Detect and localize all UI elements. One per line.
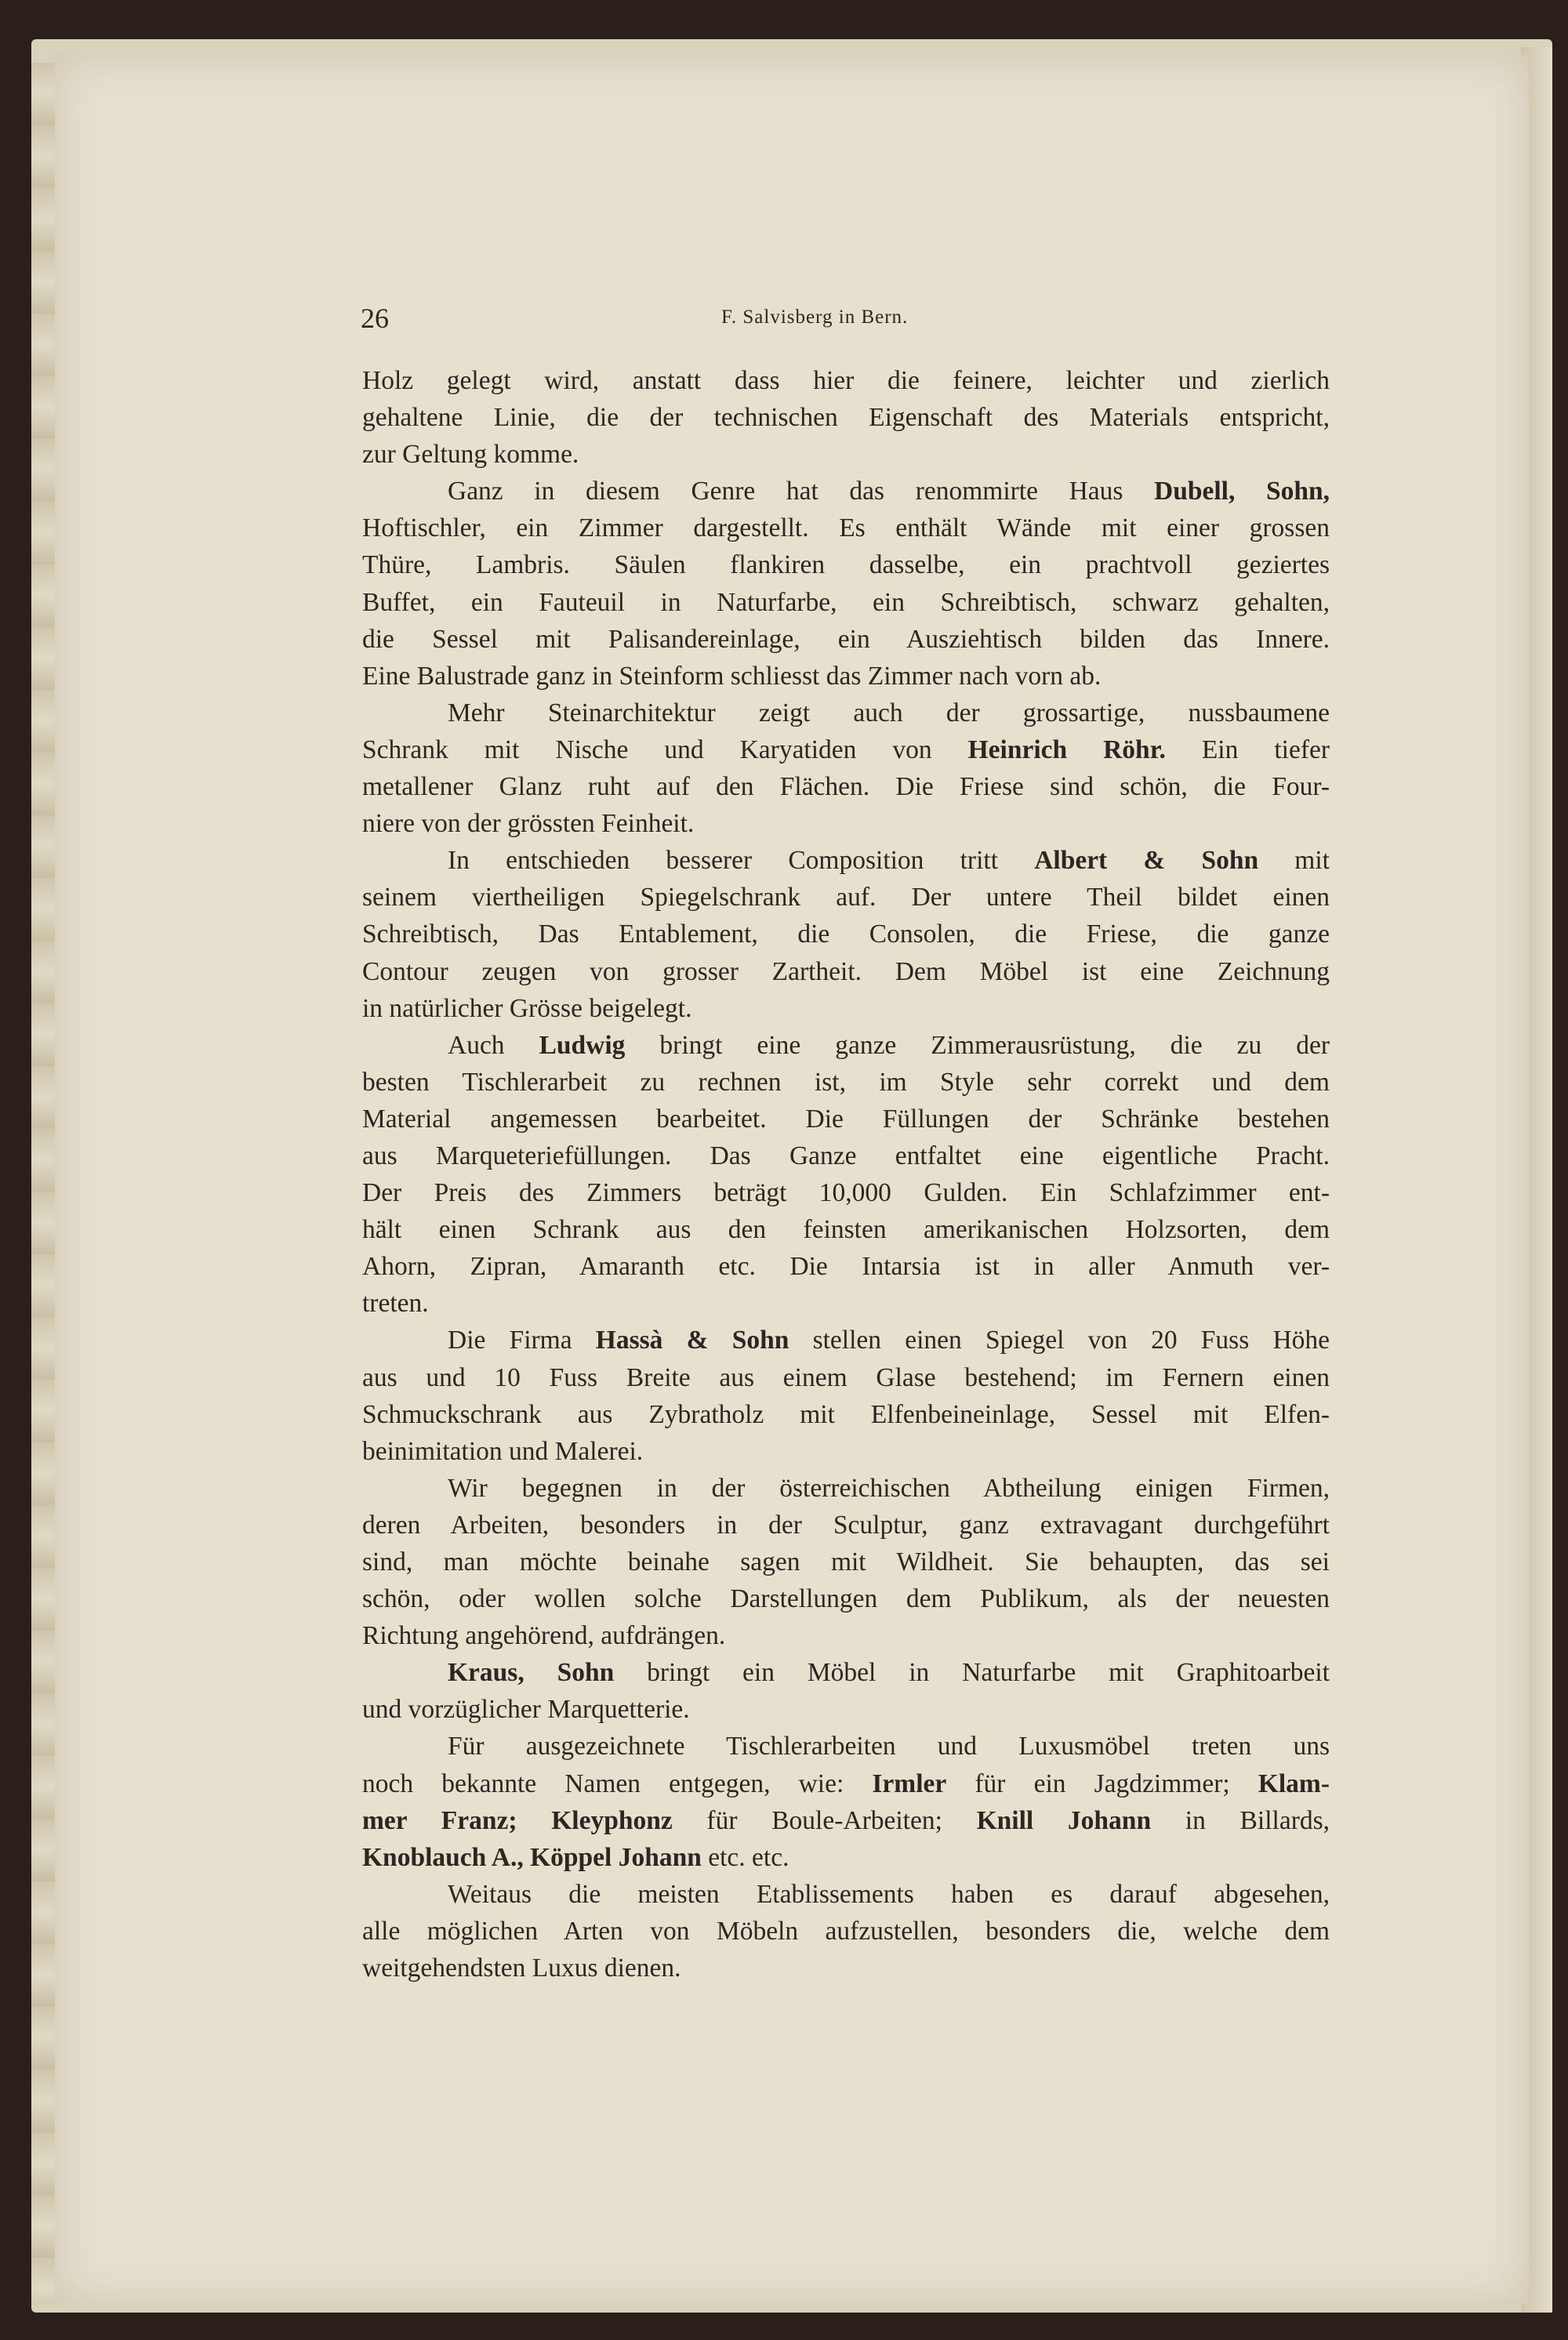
bold-name: Kraus, Sohn — [448, 1658, 615, 1688]
text-run: weitgehendsten Luxus dienen. — [362, 1954, 681, 1983]
text-line — [362, 879, 1330, 916]
text-run: Die Firma — [448, 1326, 596, 1355]
text-run: deren Arbeiten, besonders in der Sculptur, ganz extravagant durchgeführt — [362, 1510, 1330, 1540]
text-run: noch bekannte Namen entgegen, wie: — [362, 1769, 873, 1798]
bold-name: Irmler — [872, 1769, 947, 1798]
text-run: Eine Balustrade ganz in Steinform schliesst das Zimmer nach vorn ab. — [362, 661, 1102, 691]
text-line — [362, 1728, 1330, 1765]
text-line — [362, 1470, 1330, 1507]
text-line — [362, 1322, 1330, 1359]
text-run: sind, man möchte beinahe sagen mit Wildheit. Sie behaupten, das sei — [362, 1547, 1330, 1576]
text-line — [362, 1507, 1330, 1544]
page-number: 26 — [361, 303, 389, 334]
bold-name: Ludwig — [539, 1030, 626, 1060]
bold-name: mer Franz; — [362, 1805, 517, 1835]
page-header — [361, 302, 1333, 333]
text-run: Richtung angehörend, aufdrängen. — [362, 1621, 726, 1651]
text-line — [362, 1248, 1330, 1285]
text-run: Ganz in diesem Genre hat das renommirte Haus — [448, 477, 1155, 506]
text-run — [517, 1806, 552, 1835]
text-run: bringt ein Möbel in Naturfarbe mit Graphitoarbeit — [614, 1658, 1330, 1688]
bold-name: Hassà & Sohn — [595, 1326, 789, 1355]
bold-name: Knill Johann — [976, 1805, 1152, 1835]
text-line — [362, 621, 1330, 658]
text-line — [362, 658, 1330, 695]
text-line — [362, 695, 1330, 731]
bold-name: Knoblauch A., Köppel Johann — [362, 1842, 702, 1872]
text-line — [362, 1654, 1330, 1691]
text-line — [362, 768, 1330, 805]
bold-name: Klam- — [1258, 1769, 1330, 1798]
text-run: beinimitation und Malerei. — [362, 1436, 644, 1466]
text-line — [362, 1174, 1330, 1211]
bold-name: Dubell, Sohn, — [1154, 477, 1330, 506]
bold-name: Albert & Sohn — [1034, 846, 1259, 876]
text-run: Weitaus die meisten Etablissements haben es darauf abgesehen, — [448, 1879, 1330, 1909]
text-run: Schmuckschrank aus Zybratholz mit Elfenbeineinlage, Sessel mit Elfen- — [362, 1399, 1330, 1429]
text-line — [362, 731, 1330, 768]
text-run: aus und 10 Fuss Breite aus einem Glase bestehend; im Fernern einen — [362, 1362, 1330, 1392]
text-line — [362, 1691, 1330, 1728]
text-run: die Sessel mit Palisandereinlage, ein Ausziehtisch bilden das Innere. — [362, 624, 1330, 654]
text-line — [362, 953, 1330, 990]
text-line — [362, 1285, 1330, 1322]
text-run: Schrank mit Nische und Karyatiden von — [362, 735, 968, 764]
text-run: und vorzüglicher Marquetterie. — [362, 1695, 690, 1725]
text-run: Thüre, Lambris. Säulen flankiren dasselbe, ein prachtvoll geziertes — [362, 550, 1330, 580]
text-run: für Boule-Arbeiten; — [672, 1805, 977, 1835]
text-run: Für ausgezeichnete Tischlerarbeiten und Luxusmöbel treten uns — [448, 1732, 1330, 1761]
text-run: Contour zeugen von grosser Zartheit. Dem Möbel ist eine Zeichnung — [362, 956, 1330, 986]
text-line — [362, 1027, 1330, 1064]
running-head: F. Salvisberg in Bern. — [721, 307, 909, 328]
text-line — [362, 1580, 1330, 1617]
text-run: Hoftischler, ein Zimmer dargestellt. Es enthält Wände mit einer grossen — [362, 513, 1330, 543]
text-run: bringt eine ganze Zimmerausrüstung, die zu der — [625, 1030, 1330, 1060]
text-run: in Billards, — [1151, 1805, 1330, 1835]
text-line — [362, 473, 1330, 510]
text-line — [362, 1839, 1330, 1876]
text-run: zur Geltung komme. — [362, 440, 579, 470]
text-line — [362, 510, 1330, 546]
text-line — [362, 1544, 1330, 1580]
text-line — [362, 990, 1330, 1027]
text-line — [362, 1396, 1330, 1433]
text-run: treten. — [362, 1289, 429, 1319]
text-line — [362, 1617, 1330, 1654]
text-run: stellen einen Spiegel von 20 Fuss Höhe — [789, 1326, 1330, 1355]
text-run: besten Tischlerarbeit zu rechnen ist, im Style sehr correkt und dem — [362, 1067, 1330, 1097]
text-line — [362, 1101, 1330, 1137]
text-run: Ein tiefer — [1165, 735, 1330, 764]
text-run: gehaltene Linie, die der technischen Eigenschaft des Materials entspricht, — [362, 403, 1330, 433]
text-line — [362, 1137, 1330, 1174]
text-line — [362, 916, 1330, 952]
body-text — [362, 362, 1330, 1986]
text-run: für ein Jagdzimmer; — [946, 1769, 1258, 1798]
text-run: seinem viertheiligen Spiegelschrank auf. Der untere Theil bildet einen — [362, 883, 1330, 912]
text-line — [362, 1876, 1330, 1913]
text-run: etc. etc. — [701, 1842, 789, 1872]
text-run: in natürlicher Grösse beigelegt. — [362, 993, 692, 1023]
page-edge-left — [31, 63, 55, 2305]
text-run: aus Marqueteriefüllungen. Das Ganze entfaltet eine eigentliche Pracht. — [362, 1141, 1330, 1170]
text-run: Der Preis des Zimmers beträgt 10,000 Gulden. Ein Schlafzimmer ent- — [362, 1178, 1330, 1208]
text-line — [362, 1064, 1330, 1101]
bold-name: Kleyphonz — [551, 1805, 673, 1835]
text-line — [362, 399, 1330, 436]
text-line — [362, 1950, 1330, 1986]
text-line — [362, 546, 1330, 583]
text-line — [362, 1913, 1330, 1950]
text-line — [362, 584, 1330, 621]
text-line — [362, 1765, 1330, 1802]
bold-name: Heinrich Röhr. — [967, 735, 1166, 764]
text-line — [362, 1359, 1330, 1396]
text-line — [362, 1802, 1330, 1839]
text-run: mit — [1258, 846, 1330, 876]
text-line — [362, 362, 1330, 399]
text-run: schön, oder wollen solche Darstellungen dem Publikum, als der neuesten — [362, 1584, 1330, 1614]
text-run: Mehr Steinarchitektur zeigt auch der grossartige, nussbaumene — [448, 698, 1330, 727]
text-run: Ahorn, Zipran, Amaranth etc. Die Intarsia ist in aller Anmuth ver- — [362, 1252, 1330, 1282]
text-line — [362, 1211, 1330, 1248]
text-line — [362, 842, 1330, 879]
text-run: Schreibtisch, Das Entablement, die Consolen, die Friese, die ganze — [362, 920, 1330, 949]
text-run: In entschieden besserer Composition tritt — [448, 846, 1035, 876]
text-run: Material angemessen bearbeitet. Die Füllungen der Schränke bestehen — [362, 1104, 1330, 1134]
text-line — [362, 805, 1330, 842]
text-run: metallener Glanz ruht auf den Flächen. Die Friese sind schön, die Four- — [362, 772, 1330, 802]
text-run: niere von der grössten Feinheit. — [362, 809, 695, 839]
text-run: Wir begegnen in der österreichischen Abtheilung einigen Firmen, — [448, 1473, 1330, 1503]
text-line — [362, 1433, 1330, 1470]
text-run: Holz gelegt wird, anstatt dass hier die feinere, leichter und zierlich — [362, 366, 1330, 395]
text-run: hält einen Schrank aus den feinsten amerikanischen Holzsorten, dem — [362, 1215, 1330, 1245]
text-run: Auch — [448, 1030, 539, 1060]
text-line — [362, 436, 1330, 473]
text-run: alle möglichen Arten von Möbeln aufzustellen, besonders die, welche dem — [362, 1916, 1330, 1946]
text-run: Buffet, ein Fauteuil in Naturfarbe, ein Schreibtisch, schwarz gehalten, — [362, 587, 1330, 617]
